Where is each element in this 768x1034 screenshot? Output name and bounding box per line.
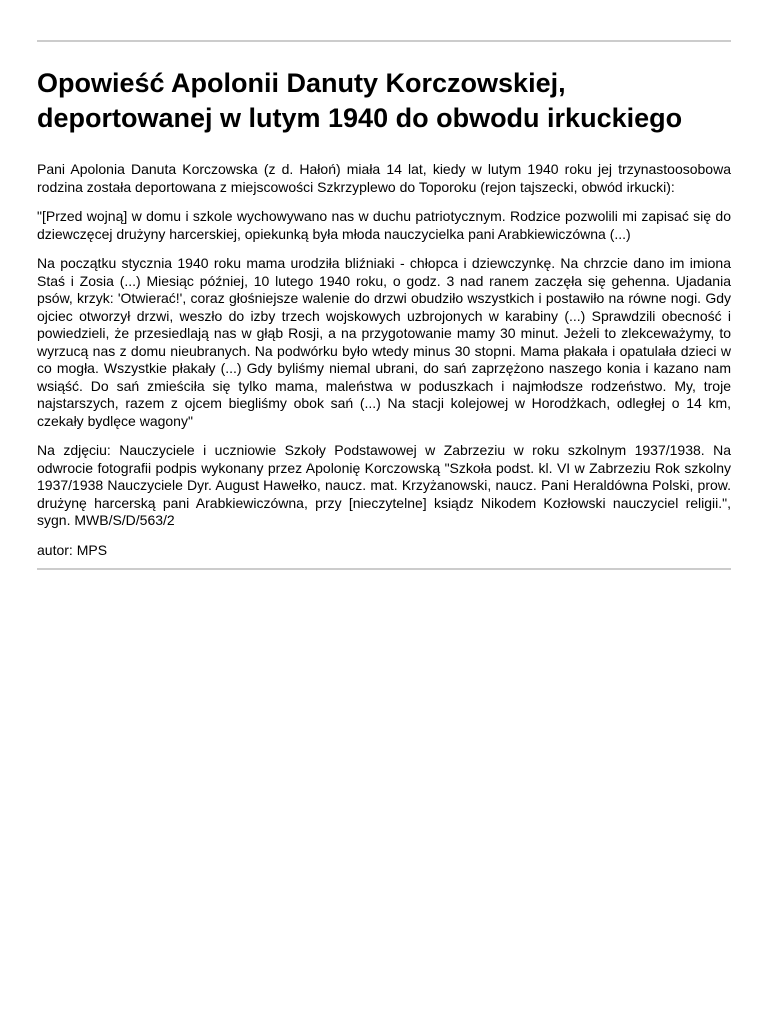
article-page xyxy=(0,40,768,570)
paragraph-intro: Pani Apolonia Danuta Korczowska (z d. Hałoń) miała 14 lat, kiedy w lutym 1940 roku jej trzynastoosobowa rodzina została deportowana z miejscowości Szkrzyplewo do Toporoku (rejon tajszecki, obwód irkucki): xyxy=(37,161,731,195)
paragraph-quote-part-2: Na początku stycznia 1940 roku mama urodziła bliźniaki - chłopca i dziewczynkę. Na chrzcie dano im imiona Staś i Zosia (...) Miesiąc później, 10 lutego 1940 roku, o godz. 3 nad ranem zaczęła się gehenna. Ujadania psów, krzyk: 'Otwierać!', coraz głośniejsze walenie do drzwi obudziło wszystkich i postawiło na równe nogi. Gdy ojciec otworzył drzwi, weszło do izby trzech wojskowych uzbrojonych w karabiny (...) Sprawdzili obecność i powiedzieli, że przesiedlają nas w głąb Rosji, a na przygotowanie mamy 30 minut. Jeżeli to zlekceważymy, to wyrzucą nas z domu nieubranych. Na podwórku było wtedy minus 30 stopni. Mama płakała i opatulała dzieci w co mogła. Wszystkie płakały (...) Gdy byliśmy niemal ubrani, do sań zaprzężono naszego konia i kazano nam wsiąść. Do sań zmieściła się tylko mama, maleństwa w poduszkach i najmłodsze rodzeństwo. My, troje najstarszych, razem z ojcem biegliśmy obok sań (...) Na stacji kolejowej w Horodżkach, odległej o 14 km, czekały bydlęce wagony" xyxy=(37,255,731,429)
paragraph-quote-part-1: "[Przed wojną] w domu i szkole wychowywano nas w duchu patriotycznym. Rodzice pozwolili mi zapisać się do dziewczęcej drużyny harcerskiej, opiekunką była młoda nauczycielka pani Arabkiewiczówna (...) xyxy=(37,208,731,242)
author-line: autor: MPS xyxy=(37,541,108,558)
article-title xyxy=(37,66,731,136)
top-divider xyxy=(37,40,731,42)
bottom-divider xyxy=(37,568,731,570)
paragraph-photo-caption: Na zdjęciu: Nauczyciele i uczniowie Szkoły Podstawowej w Zabrzeziu w roku szkolnym 1937/1938. Na odwrocie fotografii podpis wykonany przez Apolonię Korczowską "Szkoła podst. kl. VI w Zabrzeziu Rok szkolny 1937/1938 Nauczyciele Dyr. August Hawełko, naucz. mat. Krzyżanowski, naucz. Pani Heraldówna Polski, prow. drużynę harcerską pani Arabkiewiczówna, przy [nieczytelne] ksiądz Nikodem Kozłowski nauczyciel religii.", sygn. MWB/S/D/563/2 xyxy=(37,442,731,528)
article-title-line-1: Opowieść Apolonii Danuty Korczowskiej, xyxy=(37,68,566,98)
article-title-line-2: deportowanej w lutym 1940 do obwodu irkuckiego xyxy=(37,103,683,133)
